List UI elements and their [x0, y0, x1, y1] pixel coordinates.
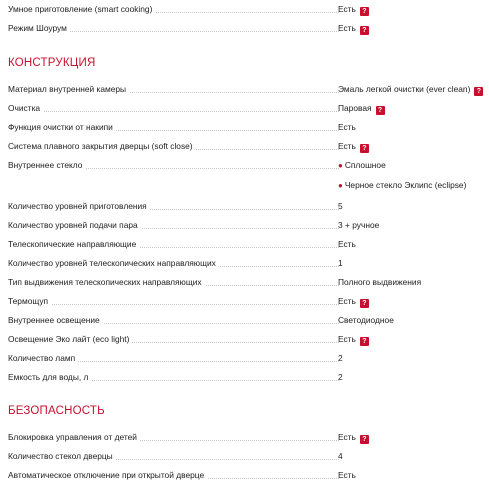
spec-row [8, 197, 489, 216]
spec-value [338, 368, 343, 387]
spec-row [8, 349, 489, 368]
spec-value [338, 349, 343, 368]
spec-row [8, 330, 489, 349]
spec-name [8, 349, 78, 368]
spec-row [8, 273, 489, 292]
dotted-leader [8, 111, 339, 112]
spec-value-text: Черное стекло Эклипс (eclipse) [344, 180, 467, 190]
spec-value-text: 1 [338, 258, 343, 268]
spec-row [8, 99, 489, 118]
spec-value [338, 447, 343, 466]
spec-name-text: Внутреннее освещение [8, 315, 103, 325]
spec-row [8, 80, 489, 99]
spec-value-text: Есть [338, 4, 356, 14]
spec-value [338, 99, 385, 118]
spec-name [8, 235, 139, 254]
spec-row [8, 216, 489, 235]
spec-row [8, 235, 489, 254]
spec-name [8, 137, 196, 156]
help-icon[interactable]: ? [360, 144, 369, 153]
spec-value [338, 176, 466, 195]
spec-value [338, 428, 369, 447]
spec-name-text: Термощуп [8, 296, 51, 306]
spec-name [8, 330, 132, 349]
spec-value [338, 137, 369, 156]
spec-value-text: Есть [338, 23, 356, 33]
spec-name [8, 80, 129, 99]
spec-name-text: Система плавного закрытия дверцы (soft close) [8, 141, 196, 151]
spec-value-text: Светодиодное [338, 315, 394, 325]
spec-value [338, 235, 356, 254]
spec-value-text: Есть [338, 334, 356, 344]
spec-value [338, 466, 356, 485]
spec-row [8, 428, 489, 447]
spec-row [8, 254, 489, 273]
spec-value-text: Есть [338, 122, 356, 132]
spec-name-text: Материал внутренней камеры [8, 84, 129, 94]
spec-value [338, 254, 343, 273]
spec-name-text: Тип выдвижения телескопических направляющих [8, 277, 205, 287]
spec-row [8, 118, 489, 137]
help-icon[interactable]: ? [360, 299, 369, 308]
spec-name-text: Количество ламп [8, 353, 78, 363]
spec-value [338, 19, 369, 38]
spec-value [338, 197, 343, 216]
spec-value-text: 2 [338, 353, 343, 363]
spec-name-text: Внутреннее стекло [8, 160, 85, 170]
spec-name [8, 466, 207, 485]
spec-name-text: Режим Шоурум [8, 23, 70, 33]
section-title: БЕЗОПАСНОСТЬ [8, 405, 105, 417]
spec-value [338, 156, 386, 175]
spec-value [338, 330, 369, 349]
help-icon[interactable]: ? [360, 435, 369, 444]
spec-value-text: Сплошное [344, 160, 386, 170]
spec-value [338, 292, 369, 311]
section-title: КОНСТРУКЦИЯ [8, 57, 96, 69]
spec-row [8, 447, 489, 466]
spec-row [8, 368, 489, 387]
spec-name [8, 156, 85, 175]
spec-name-text: Количество уровней подачи пара [8, 220, 141, 230]
spec-name [8, 447, 116, 466]
spec-name [8, 118, 116, 137]
spec-value [338, 273, 421, 292]
spec-row [8, 156, 489, 190]
spec-name [8, 19, 70, 38]
spec-value [338, 311, 394, 330]
spec-row [8, 311, 489, 330]
spec-value-text: 5 [338, 201, 343, 211]
dotted-leader [8, 304, 339, 305]
spec-value-text: Есть [338, 432, 356, 442]
spec-row [8, 137, 489, 156]
spec-value-text: Есть [338, 239, 356, 249]
spec-name-text: Освещение Эко лайт (eco light) [8, 334, 132, 344]
spec-value-text: Есть [338, 141, 356, 151]
spec-name [8, 292, 51, 311]
help-icon[interactable]: ? [360, 337, 369, 346]
help-icon[interactable]: ? [376, 106, 385, 115]
bullet-icon: ● [338, 161, 343, 170]
spec-name [8, 273, 205, 292]
spec-name [8, 311, 103, 330]
spec-value-text: Эмаль легкой очистки (ever clean) [338, 84, 471, 94]
bullet-icon: ● [338, 181, 343, 190]
spec-value [338, 118, 356, 137]
spec-name [8, 428, 140, 447]
spec-name [8, 0, 155, 19]
spec-row [8, 466, 489, 485]
spec-value-text: 3 + ручное [338, 220, 380, 230]
spec-value [338, 80, 483, 99]
spec-name [8, 254, 219, 273]
spec-name-text: Очистка [8, 103, 43, 113]
spec-row [8, 19, 489, 38]
spec-value-text: Есть [338, 470, 356, 480]
spec-name-text: Умное приготовление (smart cooking) [8, 4, 155, 14]
spec-name-text: Количество уровней телескопических направляющих [8, 258, 219, 268]
spec-name [8, 197, 150, 216]
spec-name-text: Автоматическое отключение при открытой дверце [8, 470, 207, 480]
spec-name [8, 99, 43, 118]
help-icon[interactable]: ? [474, 87, 483, 96]
spec-name [8, 216, 141, 235]
spec-value-text: Полного выдвижения [338, 277, 422, 287]
spec-name-text: Количество уровней приготовления [8, 201, 150, 211]
spec-value-text: Паровая [338, 103, 372, 113]
spec-value [338, 216, 379, 235]
spec-row [8, 292, 489, 311]
spec-name-text: Блокировка управления от детей [8, 432, 140, 442]
spec-name [8, 368, 91, 387]
spec-name-text: Телескопические направляющие [8, 239, 139, 249]
spec-name-text: Емкость для воды, л [8, 372, 91, 382]
spec-name-text: Количество стекол дверцы [8, 451, 116, 461]
spec-row [8, 0, 489, 19]
spec-value-text: Есть [338, 296, 356, 306]
spec-value-text: 4 [338, 451, 343, 461]
help-icon[interactable]: ? [360, 7, 369, 16]
help-icon[interactable]: ? [360, 26, 369, 35]
spec-value [338, 0, 369, 19]
spec-name-text: Функция очистки от накипи [8, 122, 116, 132]
spec-value-text: 2 [338, 372, 343, 382]
